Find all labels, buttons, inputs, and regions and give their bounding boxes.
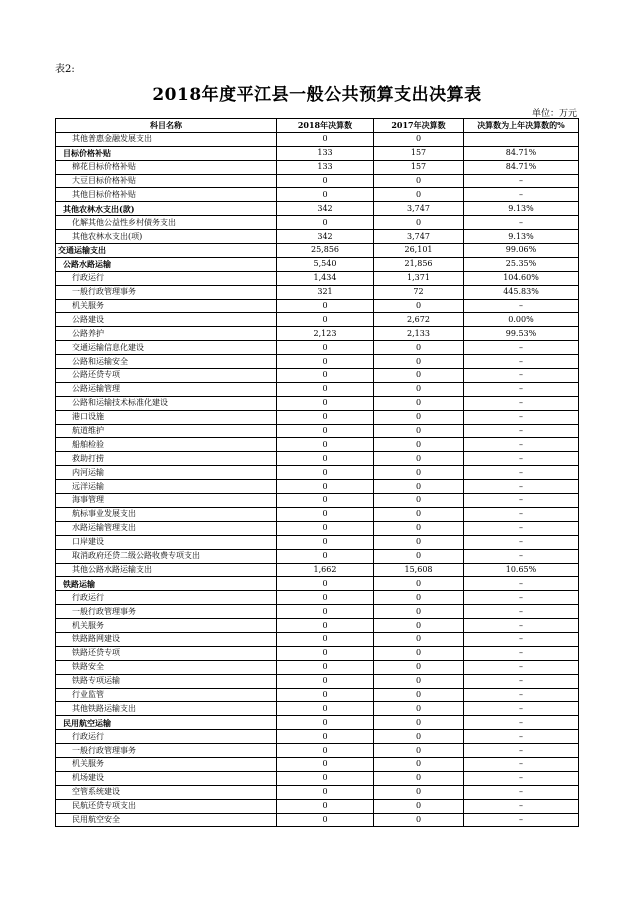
row-2018: 0 — [277, 813, 374, 827]
row-ratio: 10.65% — [464, 563, 579, 577]
table-row — [56, 382, 579, 396]
table-row — [56, 410, 579, 424]
row-2018: 0 — [277, 452, 374, 466]
row-subject: 内河运输 — [56, 466, 277, 480]
row-2018: 0 — [277, 688, 374, 702]
row-subject: 救助打捞 — [56, 452, 277, 466]
row-subject: 公路水路运输 — [56, 257, 277, 271]
row-ratio: – — [464, 771, 579, 785]
row-ratio: – — [464, 799, 579, 813]
page-title: 2018年度平江县一般公共预算支出决算表 — [152, 85, 482, 105]
row-2018: 0 — [277, 299, 374, 313]
row-subject: 目标价格补贴 — [56, 146, 277, 160]
row-ratio: – — [464, 577, 579, 591]
row-2017: 0 — [374, 188, 464, 202]
row-subject: 水路运输管理支出 — [56, 521, 277, 535]
row-2017: 157 — [374, 160, 464, 174]
row-subject: 行业监管 — [56, 688, 277, 702]
row-2017: 0 — [374, 355, 464, 369]
row-2017: 0 — [374, 744, 464, 758]
budget-table — [55, 118, 579, 827]
row-ratio: – — [464, 341, 579, 355]
table-row — [56, 299, 579, 313]
row-ratio: – — [464, 813, 579, 827]
row-2017: 0 — [374, 688, 464, 702]
row-ratio: – — [464, 452, 579, 466]
row-2017: 0 — [374, 410, 464, 424]
row-2018: 0 — [277, 355, 374, 369]
row-2018: 1,434 — [277, 271, 374, 285]
row-2018: 25,856 — [277, 244, 374, 258]
row-2018: 0 — [277, 730, 374, 744]
row-2017: 2,672 — [374, 313, 464, 327]
row-subject: 机场建设 — [56, 771, 277, 785]
table-row — [56, 174, 579, 188]
row-2017: 0 — [374, 132, 464, 146]
row-subject: 铁路专项运输 — [56, 674, 277, 688]
row-2017: 0 — [374, 174, 464, 188]
row-subject: 公路运输管理 — [56, 382, 277, 396]
row-ratio: – — [464, 521, 579, 535]
row-2018: 0 — [277, 494, 374, 508]
header-2018: 2018年决算数 — [277, 119, 374, 133]
row-2018: 0 — [277, 771, 374, 785]
table-row — [56, 549, 579, 563]
row-subject: 海事管理 — [56, 494, 277, 508]
row-2017: 2,133 — [374, 327, 464, 341]
table-body — [56, 132, 579, 827]
row-2017: 0 — [374, 535, 464, 549]
row-subject: 公路养护 — [56, 327, 277, 341]
row-2018: 2,123 — [277, 327, 374, 341]
row-ratio: – — [464, 744, 579, 758]
row-2018: 0 — [277, 785, 374, 799]
header-subject: 科目名称 — [56, 119, 277, 133]
row-ratio: – — [464, 369, 579, 383]
table-row — [56, 674, 579, 688]
row-2017: 3,747 — [374, 202, 464, 216]
row-subject: 铁路安全 — [56, 660, 277, 674]
row-2017: 21,856 — [374, 257, 464, 271]
row-ratio: – — [464, 785, 579, 799]
row-subject: 公路建设 — [56, 313, 277, 327]
row-2017: 0 — [374, 577, 464, 591]
row-ratio: – — [464, 188, 579, 202]
row-subject: 取消政府还贷二级公路收费专项支出 — [56, 549, 277, 563]
table-row — [56, 480, 579, 494]
row-2017: 0 — [374, 369, 464, 383]
table-row — [56, 702, 579, 716]
row-2018: 0 — [277, 674, 374, 688]
table-row — [56, 369, 579, 383]
row-subject: 行政运行 — [56, 271, 277, 285]
row-ratio: – — [464, 535, 579, 549]
row-ratio: – — [464, 688, 579, 702]
row-2018: 342 — [277, 230, 374, 244]
table-row — [56, 341, 579, 355]
row-2018: 0 — [277, 577, 374, 591]
row-2018: 321 — [277, 285, 374, 299]
row-ratio: – — [464, 299, 579, 313]
header-ratio: 决算数为上年决算数的% — [464, 119, 579, 133]
table-row — [56, 313, 579, 327]
row-subject: 其他农林水支出(项) — [56, 230, 277, 244]
row-subject: 公路和运输技术标准化建设 — [56, 396, 277, 410]
row-2017: 0 — [374, 702, 464, 716]
row-2017: 1,371 — [374, 271, 464, 285]
row-ratio: 104.60% — [464, 271, 579, 285]
row-ratio: 445.83% — [464, 285, 579, 299]
table-row — [56, 771, 579, 785]
row-ratio: – — [464, 480, 579, 494]
row-2017: 0 — [374, 341, 464, 355]
row-ratio: – — [464, 507, 579, 521]
row-2017: 0 — [374, 299, 464, 313]
row-2018: 0 — [277, 466, 374, 480]
row-2017: 26,101 — [374, 244, 464, 258]
table-row — [56, 591, 579, 605]
row-2017: 0 — [374, 480, 464, 494]
row-subject: 交通运输支出 — [56, 244, 277, 258]
table-row — [56, 355, 579, 369]
table-row — [56, 507, 579, 521]
table-row — [56, 660, 579, 674]
row-2018: 0 — [277, 521, 374, 535]
table-row — [56, 257, 579, 271]
row-2018: 0 — [277, 799, 374, 813]
row-2018: 0 — [277, 591, 374, 605]
row-ratio — [464, 132, 579, 146]
row-ratio: – — [464, 174, 579, 188]
table-row — [56, 160, 579, 174]
row-2018: 0 — [277, 549, 374, 563]
row-subject: 公路还贷专项 — [56, 369, 277, 383]
row-ratio: – — [464, 702, 579, 716]
row-2018: 0 — [277, 660, 374, 674]
row-2018: 0 — [277, 605, 374, 619]
row-ratio: – — [464, 216, 579, 230]
table-row — [56, 535, 579, 549]
row-2017: 3,747 — [374, 230, 464, 244]
row-ratio: 25.35% — [464, 257, 579, 271]
table-row — [56, 577, 579, 591]
row-subject: 公路和运输安全 — [56, 355, 277, 369]
row-ratio: – — [464, 355, 579, 369]
table-row — [56, 563, 579, 577]
row-2018: 0 — [277, 438, 374, 452]
row-2017: 0 — [374, 382, 464, 396]
row-ratio: 9.13% — [464, 230, 579, 244]
table-row — [56, 605, 579, 619]
row-2018: 133 — [277, 160, 374, 174]
row-2018: 0 — [277, 369, 374, 383]
row-ratio: 0.00% — [464, 313, 579, 327]
row-subject: 铁路路网建设 — [56, 632, 277, 646]
row-ratio: – — [464, 660, 579, 674]
row-2018: 0 — [277, 646, 374, 660]
row-2017: 0 — [374, 549, 464, 563]
unit-label: 单位：万元 — [531, 109, 577, 119]
row-subject: 民用航空运输 — [56, 716, 277, 730]
table-row — [56, 202, 579, 216]
row-subject: 民用航空安全 — [56, 813, 277, 827]
row-2018: 0 — [277, 702, 374, 716]
row-2017: 0 — [374, 521, 464, 535]
table-row — [56, 632, 579, 646]
row-2017: 0 — [374, 730, 464, 744]
table-row — [56, 521, 579, 535]
row-2018: 0 — [277, 619, 374, 633]
row-2017: 0 — [374, 438, 464, 452]
row-2017: 0 — [374, 452, 464, 466]
row-ratio: 9.13% — [464, 202, 579, 216]
row-2018: 0 — [277, 424, 374, 438]
row-subject: 交通运输信息化建设 — [56, 341, 277, 355]
table-row — [56, 438, 579, 452]
row-2017: 0 — [374, 216, 464, 230]
row-subject: 民航还贷专项支出 — [56, 799, 277, 813]
row-subject: 一般行政管理事务 — [56, 285, 277, 299]
row-subject: 远洋运输 — [56, 480, 277, 494]
row-2017: 0 — [374, 674, 464, 688]
row-subject: 行政运行 — [56, 591, 277, 605]
row-ratio: – — [464, 410, 579, 424]
table-row — [56, 757, 579, 771]
row-subject: 其他目标价格补贴 — [56, 188, 277, 202]
row-subject: 口岸建设 — [56, 535, 277, 549]
row-subject: 机关服务 — [56, 757, 277, 771]
row-ratio: – — [464, 396, 579, 410]
row-2017: 0 — [374, 507, 464, 521]
row-2018: 5,540 — [277, 257, 374, 271]
row-subject: 其他公路水路运输支出 — [56, 563, 277, 577]
row-2017: 0 — [374, 632, 464, 646]
table-row — [56, 744, 579, 758]
row-subject: 机关服务 — [56, 619, 277, 633]
row-2018: 0 — [277, 341, 374, 355]
row-2018: 342 — [277, 202, 374, 216]
row-ratio: – — [464, 716, 579, 730]
row-2017: 15,608 — [374, 563, 464, 577]
row-ratio: – — [464, 549, 579, 563]
row-2018: 0 — [277, 535, 374, 549]
table-row — [56, 424, 579, 438]
row-ratio: 99.53% — [464, 327, 579, 341]
table-row — [56, 799, 579, 813]
table-row — [56, 452, 579, 466]
row-2018: 0 — [277, 632, 374, 646]
row-ratio: 99.06% — [464, 244, 579, 258]
row-ratio: – — [464, 632, 579, 646]
row-2018: 0 — [277, 480, 374, 494]
header-2017: 2017年决算数 — [374, 119, 464, 133]
row-ratio: – — [464, 591, 579, 605]
row-ratio: – — [464, 757, 579, 771]
row-ratio: – — [464, 605, 579, 619]
row-2018: 0 — [277, 507, 374, 521]
table-row — [56, 730, 579, 744]
row-ratio: – — [464, 646, 579, 660]
table-row — [56, 396, 579, 410]
row-subject: 港口设施 — [56, 410, 277, 424]
row-2017: 0 — [374, 716, 464, 730]
table-row — [56, 785, 579, 799]
table-row — [56, 285, 579, 299]
row-2018: 0 — [277, 382, 374, 396]
row-ratio: – — [464, 619, 579, 633]
row-ratio: – — [464, 674, 579, 688]
row-2017: 0 — [374, 799, 464, 813]
table-row — [56, 688, 579, 702]
row-2017: 0 — [374, 591, 464, 605]
row-subject: 铁路运输 — [56, 577, 277, 591]
row-2018: 1,662 — [277, 563, 374, 577]
row-subject: 行政运行 — [56, 730, 277, 744]
table-row — [56, 188, 579, 202]
row-subject: 机关服务 — [56, 299, 277, 313]
row-ratio: – — [464, 494, 579, 508]
header-row — [56, 119, 579, 133]
row-subject: 其他普惠金融发展支出 — [56, 132, 277, 146]
table-row — [56, 327, 579, 341]
row-subject: 化解其他公益性乡村债务支出 — [56, 216, 277, 230]
table-row — [56, 271, 579, 285]
table-row — [56, 132, 579, 146]
row-ratio: – — [464, 730, 579, 744]
row-2017: 0 — [374, 466, 464, 480]
row-subject: 船舶检验 — [56, 438, 277, 452]
row-2017: 0 — [374, 813, 464, 827]
row-2018: 0 — [277, 313, 374, 327]
row-subject: 棉花目标价格补贴 — [56, 160, 277, 174]
row-subject: 空管系统建设 — [56, 785, 277, 799]
row-2017: 157 — [374, 146, 464, 160]
row-subject: 一般行政管理事务 — [56, 744, 277, 758]
row-subject: 一般行政管理事务 — [56, 605, 277, 619]
row-2017: 0 — [374, 646, 464, 660]
row-ratio: – — [464, 466, 579, 480]
table-row — [56, 244, 579, 258]
row-2017: 0 — [374, 424, 464, 438]
table-row — [56, 216, 579, 230]
row-2017: 0 — [374, 605, 464, 619]
row-2018: 0 — [277, 396, 374, 410]
row-2017: 0 — [374, 396, 464, 410]
row-subject: 航标事业发展支出 — [56, 507, 277, 521]
row-ratio: 84.71% — [464, 146, 579, 160]
row-2018: 0 — [277, 410, 374, 424]
row-ratio: – — [464, 424, 579, 438]
table-row — [56, 813, 579, 827]
row-2018: 0 — [277, 716, 374, 730]
table-row — [56, 466, 579, 480]
table-label: 表2: — [55, 64, 75, 75]
row-2018: 0 — [277, 174, 374, 188]
row-2018: 0 — [277, 757, 374, 771]
row-2017: 0 — [374, 619, 464, 633]
table-row — [56, 646, 579, 660]
row-subject: 铁路还贷专项 — [56, 646, 277, 660]
row-ratio: – — [464, 382, 579, 396]
table-row — [56, 146, 579, 160]
row-subject: 其他铁路运输支出 — [56, 702, 277, 716]
row-2017: 0 — [374, 494, 464, 508]
row-2018: 0 — [277, 216, 374, 230]
row-ratio: 84.71% — [464, 160, 579, 174]
row-2017: 0 — [374, 785, 464, 799]
table-row — [56, 619, 579, 633]
row-2017: 0 — [374, 771, 464, 785]
row-ratio: – — [464, 438, 579, 452]
row-subject: 航道维护 — [56, 424, 277, 438]
table-row — [56, 230, 579, 244]
table-row — [56, 716, 579, 730]
row-2017: 0 — [374, 660, 464, 674]
table-row — [56, 494, 579, 508]
row-2018: 0 — [277, 132, 374, 146]
row-subject: 其他农林水支出(款) — [56, 202, 277, 216]
row-subject: 大豆目标价格补贴 — [56, 174, 277, 188]
row-2017: 72 — [374, 285, 464, 299]
row-2018: 133 — [277, 146, 374, 160]
row-2018: 0 — [277, 188, 374, 202]
row-2017: 0 — [374, 757, 464, 771]
row-2018: 0 — [277, 744, 374, 758]
